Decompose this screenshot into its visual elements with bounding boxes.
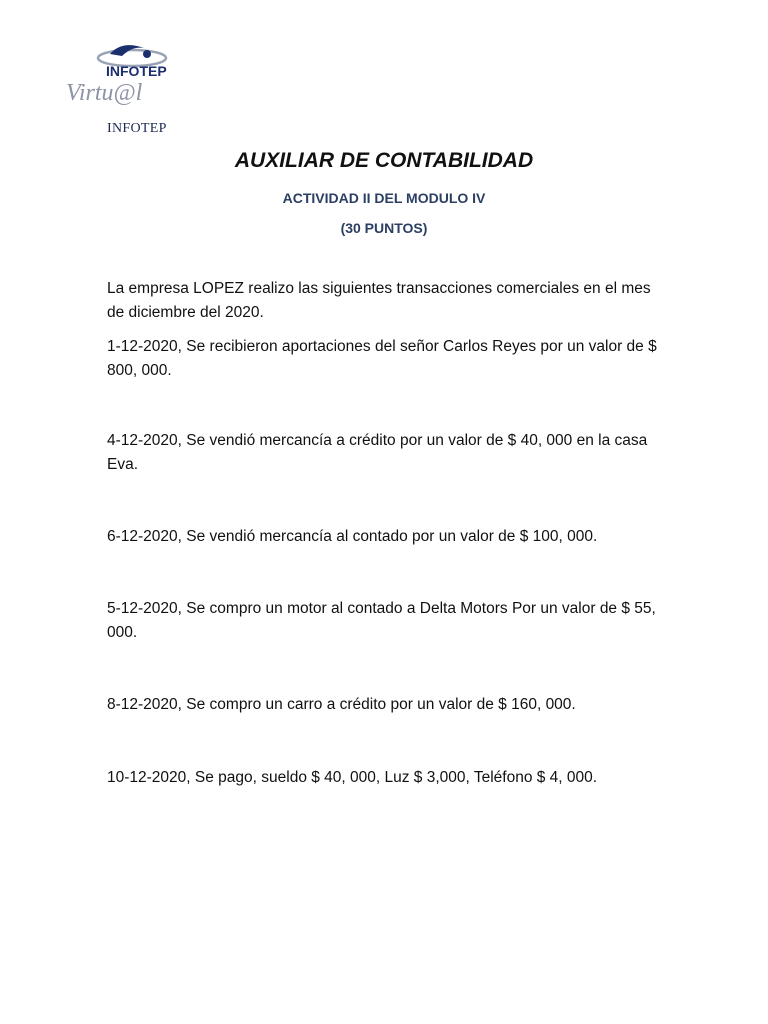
infotep-virtual-logo bbox=[62, 40, 182, 106]
logo-text-bottom: Virtu@l bbox=[66, 80, 143, 106]
document-title: AUXILIAR DE CONTABILIDAD bbox=[234, 149, 534, 172]
transaction-item: 4-12-2020, Se vendió mercancía a crédito por un valor de $ 40, 000 en la casa Eva. bbox=[107, 432, 648, 473]
points-heading: (30 PUNTOS) bbox=[340, 220, 428, 236]
transaction-item: 6-12-2020, Se vendió mercancía al contado por un valor de $ 100, 000. bbox=[107, 528, 598, 545]
logo-text-top: INFOTEP bbox=[106, 63, 167, 79]
transaction-item: 1-12-2020, Se recibieron aportaciones del señor Carlos Reyes por un valor de $ 800, 000. bbox=[107, 338, 657, 379]
intro-paragraph: La empresa LOPEZ realizo las siguientes transacciones comerciales en el mes de diciembre del 2020. bbox=[107, 280, 651, 321]
organization-name: INFOTEP bbox=[107, 121, 167, 136]
transaction-item: 10-12-2020, Se pago, sueldo $ 40, 000, Luz $ 3,000, Teléfono $ 4, 000. bbox=[107, 769, 598, 786]
logo-graphic bbox=[62, 40, 182, 106]
transaction-item: 8-12-2020, Se compro un carro a crédito por un valor de $ 160, 000. bbox=[107, 696, 576, 713]
activity-heading: ACTIVIDAD II DEL MODULO IV bbox=[282, 190, 486, 206]
transaction-item: 5-12-2020, Se compro un motor al contado a Delta Motors Por un valor de $ 55, 000. bbox=[107, 600, 656, 641]
